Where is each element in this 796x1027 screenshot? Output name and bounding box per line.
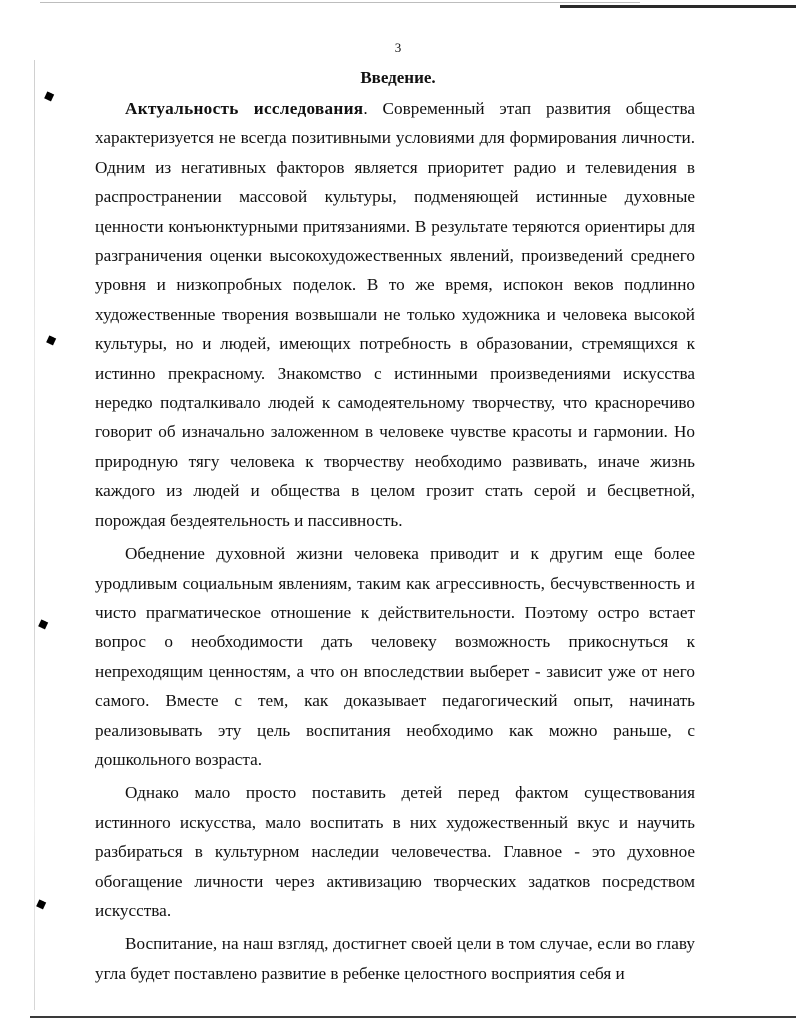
document-body xyxy=(95,94,695,992)
paragraph xyxy=(95,94,695,535)
scan-top-edge-thin xyxy=(40,2,640,3)
scan-top-edge-thick xyxy=(560,5,796,8)
scan-left-edge xyxy=(34,60,35,1010)
page-number: 3 xyxy=(394,40,402,55)
page-title: Введение. xyxy=(360,68,436,87)
paragraph-lead: Актуальность исследования xyxy=(125,99,364,118)
paragraph: Однако мало просто поставить детей перед фактом существования истинного искусства, мало воспитать в них художественный вкус и научить разбираться в культурном наследии человечества. Главное - это духовное обогащение личности через активизацию творческих задатков посредством искусства. xyxy=(95,783,695,920)
paragraph: Обеднение духовной жизни человека приводит и к другим еще более уродливым социальным явлениям, таким как агрессивность, бесчувственность и чисто прагматическое отношение к действительности. Поэтому остро встает вопрос о необходимости дать человеку возможность прикоснуться к непреходящим ценностям, а что он впоследствии выберет - зависит уже от него самого. Вместе с тем, как доказывает педагогический опыт, начинать реализовывать эту цель воспитания необходимо как можно раньше, с дошкольного возраста. xyxy=(95,544,695,769)
paragraph: Воспитание, на наш взгляд, достигнет своей цели в том случае, если во главу угла будет поставлено развитие в ребенке целостного восприятия себя и xyxy=(95,934,695,983)
binding-hole-icon: ◆ xyxy=(35,615,51,634)
scan-bottom-edge xyxy=(30,1016,796,1018)
binding-hole-icon: ◆ xyxy=(43,331,59,350)
binding-hole-icon: ◆ xyxy=(41,87,57,106)
binding-hole-icon: ◆ xyxy=(33,895,49,914)
paragraph-text: . Современный этап развития общества характеризуется не всегда позитивными условиями для формирования личности. Одним из негативных факторов является приоритет радио и телевидения в распространении массовой культуры, подменяющей истинные духовные ценности конъюнктурными притязаниями. В результате теряются ориентиры для разграничения оценки высокохудожественных явлений, произведений среднего уровня и низкопробных поделок. В то же время, испокон веков подлинно художественные творения возвышали не только художника и человека высокой культуры, но и людей, имеющих потребность в образовании, стремящихся к истинно прекрасному. Знакомство с истинными произведениями искусства нередко подталкивало людей к самодеятельному творчеству, что красноречиво говорит об изначально заложенном в человеке чувстве красоты и гармонии. Но природную тягу человека к творчеству необходимо развивать, иначе жизнь каждого из людей и общества в целом грозит стать серой и бесцветной, порождая бездеятельность и пассивность. xyxy=(95,99,696,530)
